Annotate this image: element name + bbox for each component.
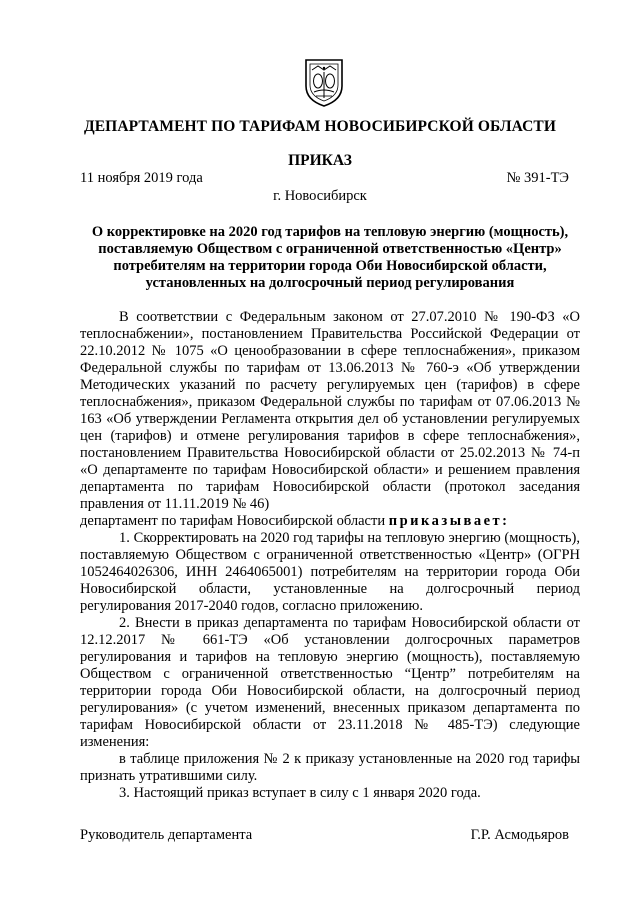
- order-subject: О корректировке на 2020 год тарифов на тепловую энергию (мощность), поставляемую Обществом с ограниченной ответственностью «Центр» потребителям на территории города Оби Новосибирской области, установленных на долгосрочный период регулирования: [91, 224, 569, 291]
- order-number: № 391-ТЭ: [506, 170, 569, 186]
- decree-line: [80, 513, 580, 530]
- document-type: ПРИКАЗ: [288, 152, 352, 169]
- decree-lead: департамент по тарифам Новосибирской области: [80, 513, 386, 529]
- order-date: 11 ноября 2019 года: [80, 170, 203, 186]
- preamble: В соответствии с Федеральным законом от 27.07.2010 № 190-ФЗ «О теплоснабжении», постановлением Правительства Российской Федерации от 22.10.2012 № 1075 «О ценообразовании в сфере теплоснабжения», приказом Федеральной службы по тарифам от 13.06.2013 № 760-э «Об утверждении Методических указаний по расчету регулируемых цен (тарифов) в сфере теплоснабжения», приказом Федеральной службы по тарифам от 07.06.2013 № 163 «Об утверждении Регламента открытия дел об установлении регулируемых цен (тарифов) и отмене регулирования тарифов в сфере теплоснабжения», постановлением Правительства Новосибирской области от 25.02.2013 № 74-п «О департаменте по тарифам Новосибирской области» и решением правления департамента по тарифам Новосибирской области (протокол заседания правления от 11.11.2019 № 46): [80, 309, 580, 512]
- order-body: [80, 309, 580, 802]
- department-name: ДЕПАРТАМЕНТ ПО ТАРИФАМ НОВОСИБИРСКОЙ ОБЛАСТИ: [83, 118, 557, 135]
- clause-3: 3. Настоящий приказ вступает в силу с 1 января 2020 года.: [119, 785, 481, 801]
- clause-2-sub: в таблице приложения № 2 к приказу установленные на 2020 год тарифы признать утратившими силу.: [80, 751, 580, 784]
- clause-2: 2. Внести в приказ департамента по тарифам Новосибирской области от 12.12.2017 № 661-ТЭ «Об установлении долгосрочных параметров регулирования и тарифов на тепловую энергию (мощность), поставляемую Обществом с ограниченной ответственностью “Центр” потребителям на территории города Оби Новосибирской области, на долгосрочный период регулирования» (с учетом изменений, внесенных приказом департамента по тарифам Новосибирской области от 23.11.2018 № 485-ТЭ) следующие изменения:: [80, 615, 580, 750]
- signer-title: Руководитель департамента: [80, 827, 253, 843]
- city: г. Новосибирск: [273, 188, 367, 204]
- clause-1: 1. Скорректировать на 2020 год тарифы на тепловую энергию (мощность), поставляемую Обществом с ограниченной ответственностью «Центр» (ОГРН 1052464026306, ИНН 2464065001) потребителям на территории города Оби Новосибирской области, установленные на долгосрочный период регулирования 2017-2040 годов, согласно приложению.: [80, 530, 580, 614]
- decree-word: приказывает:: [388, 513, 510, 529]
- coat-of-arms-icon: [302, 56, 346, 108]
- signer-name: Г.Р. Асмодьяров: [470, 827, 569, 843]
